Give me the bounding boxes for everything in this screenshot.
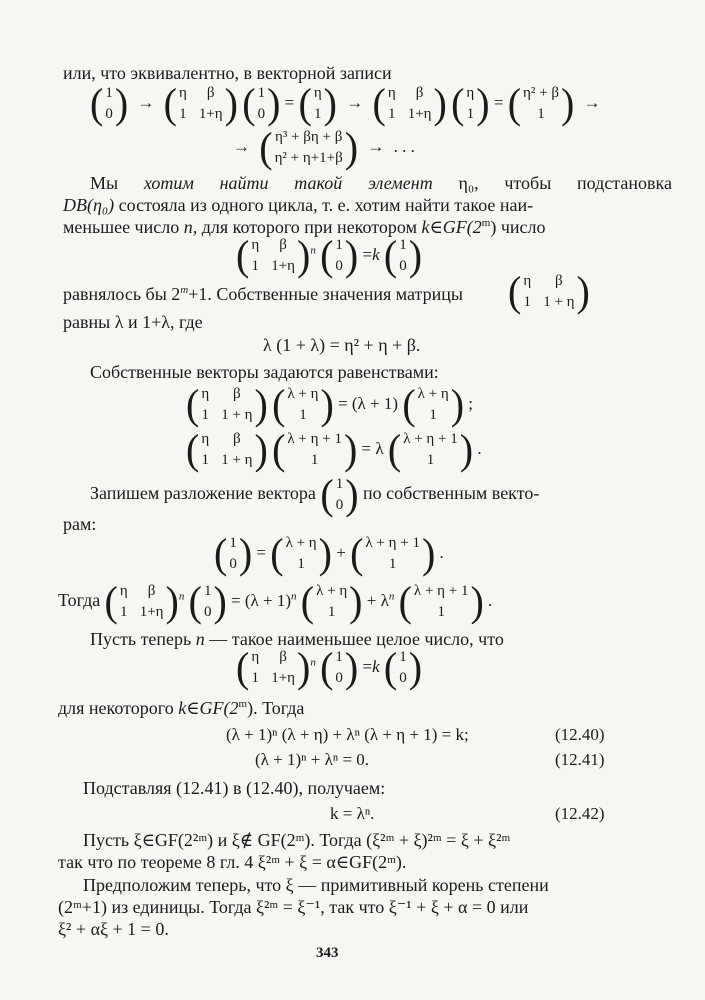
para2-line2: равны λ и 1+λ, где bbox=[63, 312, 203, 332]
eigenvector-equation-2: ( η β 1 1 + η ) ( λ + η + 1 1 ) = λ ( λ + η + 1 1 ) . bbox=[186, 425, 482, 474]
equation-12-40: (λ + 1)ⁿ (λ + η) + λⁿ (λ + η + 1) = k; bbox=[226, 725, 469, 744]
para1-line1: Мы хотим найти такой элемент η₀, чтобы подстановка bbox=[90, 173, 672, 193]
intro-line: или, что эквивалентно, в векторной записи bbox=[63, 63, 392, 83]
eigenvalue-equation: λ (1 + λ) = η² + η + β. bbox=[263, 335, 421, 355]
equation-12-41-number: (12.41) bbox=[555, 750, 605, 769]
pust2-line1: Пусть ξ∈GF(2²ᵐ) и ξ∉ GF(2ᵐ). Тогда (ξ²ᵐ + ξ)²ᵐ = ξ + ξ²ᵐ bbox=[83, 830, 511, 850]
para2-matrix: ( η β 1 1 + η ) bbox=[508, 267, 590, 316]
predp-line3: ξ² + αξ + 1 = 0. bbox=[58, 919, 169, 939]
eigenvectors-intro: Собственные векторы задаются равенствами: bbox=[90, 362, 439, 382]
decomposition-line1: Запишем разложение вектора ( 1 0 ) по собственным векто- bbox=[90, 470, 540, 519]
equation-12-42: k = λⁿ. bbox=[330, 804, 375, 823]
substitution-line: Подставляя (12.41) в (12.40), получаем: bbox=[83, 778, 386, 798]
equation-12-42-number: (12.42) bbox=[555, 804, 605, 823]
sequence-line-1: ( 1 0 ) → ( η β 1 1+η ) ( 1 0 ) = ( η 1 ) → ( η β 1 1+η ) ( η 1 ) = ( η² + β 1 ) → bbox=[90, 79, 601, 128]
power-equation-2: ( η β 1 1+η ) $^n$ ( 1 0 ) =k ( 1 0 ) bbox=[236, 643, 423, 692]
para2-line1: равнялось бы $2^m+1$. Собственные значения матрицы bbox=[63, 284, 463, 304]
equation-12-40-number: (12.40) bbox=[555, 725, 605, 744]
para1-line2: DB(η₀) состояла из одного цикла, т. е. хотим найти такое наи- bbox=[63, 195, 534, 215]
pust2-line2: так что по теореме 8 гл. 4 ξ²ᵐ + ξ = α∈GF(2ᵐ). bbox=[58, 852, 407, 872]
page-number: 343 bbox=[316, 945, 339, 961]
predp-line1: Предположим теперь, что ξ — примитивный корень степени bbox=[83, 875, 549, 895]
eigenvector-equation-1: ( η β 1 1 + η ) ( λ + η 1 ) = (λ + 1) ( λ + η 1 ) ; bbox=[186, 380, 474, 429]
para1-line3: меньшее число n, для которого при некотором k∈GF(2$^m$) число bbox=[63, 217, 546, 237]
decomposition-line2: рам: bbox=[63, 514, 97, 534]
decomposition-equation: ( 1 0 ) = ( λ + η 1 ) + ( λ + η + 1 1 ) . bbox=[214, 529, 444, 578]
equation-12-41: (λ + 1)ⁿ + λⁿ = 0. bbox=[255, 750, 370, 769]
pust-line: Пусть теперь n — такое наименьшее целое число, что bbox=[90, 629, 504, 649]
dlya-line: для некоторого k∈GF(2$^m$). Тогда bbox=[58, 698, 305, 718]
sequence-line-2: → ( η³ + βη + β η² + η+1+β ) → . . . bbox=[233, 123, 415, 172]
power-equation-1: ( η β 1 1+η ) $^n$ ( 1 0 ) =k ( 1 0 ) bbox=[236, 231, 423, 280]
togda-equation: Тогда ( η β 1 1+η ) $^n$ ( 1 0 ) = $(\lambda + 1)^n$ ( λ + η 1 ) + $\lambda^n$ ( λ + η + 1 1 ) . bbox=[58, 577, 493, 626]
predp-line2: (2ᵐ+1) из единицы. Тогда ξ²ᵐ = ξ⁻¹, так что ξ⁻¹ + ξ + α = 0 или bbox=[58, 897, 529, 917]
